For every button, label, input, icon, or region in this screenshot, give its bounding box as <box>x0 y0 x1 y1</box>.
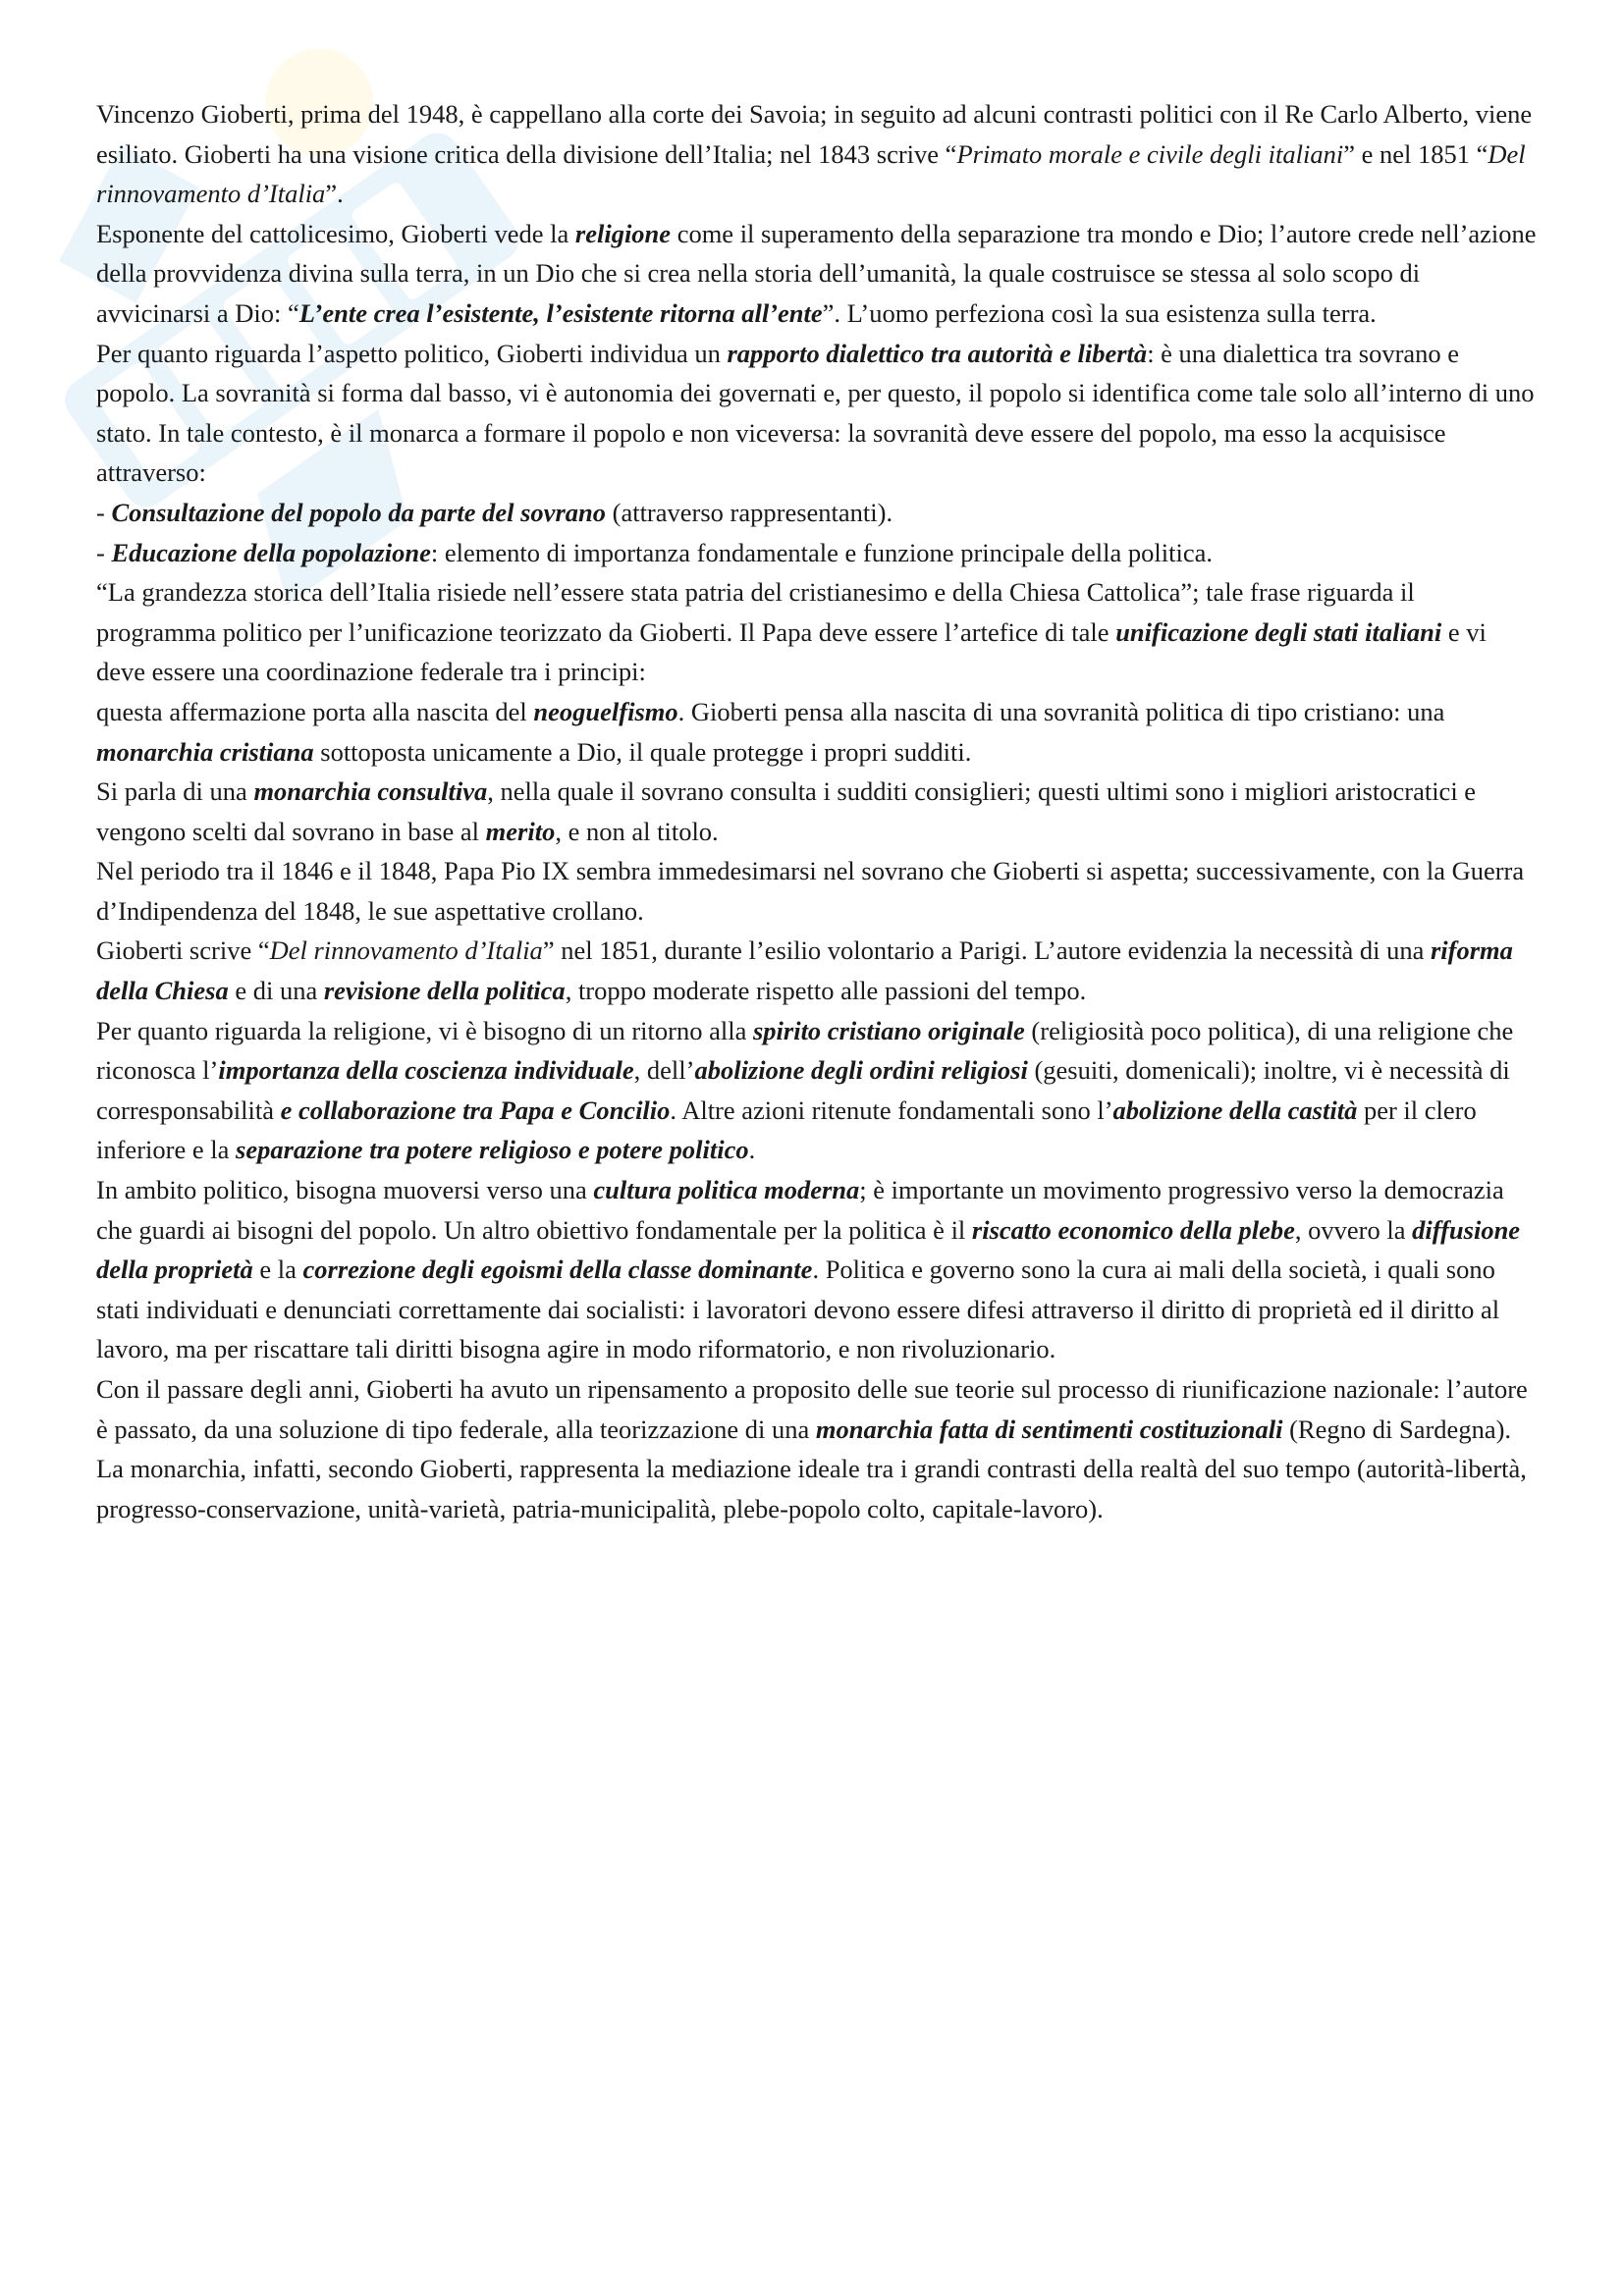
body-text: ” nel 1851, durante l’esilio volontario a Parigi. L’autore evidenzia la necessità di una <box>542 935 1431 966</box>
emphasis-text: importanza della coscienza individuale <box>218 1055 634 1086</box>
paragraph <box>96 1369 1540 1528</box>
emphasis-text: e collaborazione tra Papa e Concilio <box>280 1095 671 1125</box>
body-text: questa affermazione porta alla nascita del <box>96 696 534 726</box>
body-text: ”. <box>325 179 344 209</box>
emphasis-text: merito <box>485 816 556 846</box>
emphasis-text: Consultazione del popolo da parte del sovrano <box>111 497 606 527</box>
emphasis-text: revisione della politica <box>323 976 566 1006</box>
emphasis-text: monarchia consultiva <box>253 776 488 807</box>
emphasis-text: rapporto dialettico tra autorità e libertà <box>727 338 1148 368</box>
emphasis-text: spirito cristiano originale <box>752 1015 1025 1045</box>
emphasis-text <box>218 1055 633 1085</box>
body-text: , ovvero la <box>1294 1214 1413 1245</box>
body-text: ” e nel 1851 “ <box>1343 138 1488 169</box>
emphasis-text: Del rinnovamento d’Italia <box>269 935 543 966</box>
body-text: . <box>748 1135 756 1165</box>
emphasis-text: L’ente crea l’esistente, l’esistente ritorna all’ente <box>298 297 823 328</box>
emphasis-text <box>281 1095 671 1125</box>
body-text: - <box>96 537 112 567</box>
emphasis-text: Del rinnovamento d’Italia <box>96 138 1526 209</box>
emphasis-text: riscatto economico della plebe <box>971 1214 1295 1245</box>
body-text: “La grandezza storica dell’Italia risiede nell’essere stata patria del cristianesimo e della Chiesa Cattolica”; tale frase riguarda il programma politico per l’unificazione teorizzato da Gioberti. Il Papa deve essere l’artefice di tale <box>96 577 1415 647</box>
emphasis-text: riforma della Chiesa <box>96 935 1513 1006</box>
body-text: In ambito politico, bisogna muoversi verso una <box>96 1175 594 1205</box>
body-text: : elemento di importanza fondamentale e funzione principale della politica. <box>430 537 1213 567</box>
emphasis-text <box>575 219 671 248</box>
emphasis-text: abolizione degli ordini religiosi <box>694 1055 1028 1086</box>
emphasis-text: neoguelfismo <box>533 696 678 726</box>
emphasis-text <box>96 737 314 767</box>
emphasis-text: monarchia cristiana <box>96 736 314 767</box>
emphasis-text: Primato morale e civile degli italiani <box>956 138 1344 169</box>
emphasis-text <box>486 817 556 846</box>
paragraph <box>96 692 1540 772</box>
body-text: , nella quale il sovrano consulta i sudditi consiglieri; questi ultimi sono i migliori aristocratici e vengono scelti dal sovrano in base al <box>96 776 1477 846</box>
emphasis-text <box>236 1135 749 1164</box>
emphasis-text: monarchia fatta di sentimenti costituzionali <box>815 1414 1283 1444</box>
emphasis-text <box>1115 617 1441 647</box>
body-text: Per quanto riguarda la religione, vi è bisogno di un ritorno alla <box>96 1015 753 1045</box>
body-text: e vi deve essere una coordinazione federale tra i principi: <box>96 616 1487 687</box>
body-text: , e non al titolo. <box>555 816 719 846</box>
body-text: Gioberti scrive “ <box>96 935 270 966</box>
emphasis-text <box>694 1055 1027 1085</box>
body-text: sottoposta unicamente a Dio, il quale protegge i propri sudditi. <box>313 736 972 767</box>
emphasis-text: correzione degli egoismi della classe dominante <box>302 1255 813 1285</box>
emphasis-text: separazione tra potere religioso e potere politico <box>236 1135 749 1165</box>
body-text: per il clero inferiore e la <box>96 1095 1477 1165</box>
body-text: ; è importante un movimento progressivo verso la democrazia che guardi ai bisogni del popolo. Un altro obiettivo fondamentale per la politica è il <box>96 1175 1504 1245</box>
emphasis-text: unificazione degli stati italiani <box>1115 616 1442 647</box>
body-text: (attraverso rappresentanti). <box>606 497 893 527</box>
body-text: Si parla di una <box>96 776 254 807</box>
emphasis-text <box>593 1175 859 1204</box>
emphasis-text <box>816 1415 1283 1444</box>
body-text: , troppo moderate rispetto alle passioni del tempo. <box>565 976 1087 1006</box>
emphasis-text <box>111 538 430 567</box>
body-text: . Altre azioni ritenute fondamentali sono l’ <box>670 1095 1113 1125</box>
body-text: . Politica e governo sono la cura ai mali della società, i quali sono stati individuati e denunciati correttamente dai socialisti: i lavoratori devono essere difesi attraverso il diritto di proprietà ed il diritto al lavoro, ma per riscattare tali diritti bisogna agire in modo riformatorio, e non rivoluzionario. <box>96 1255 1500 1364</box>
paragraph <box>96 94 1540 214</box>
emphasis-text: cultura politica moderna <box>593 1175 860 1205</box>
paragraph <box>96 493 1540 533</box>
body-text: - <box>96 497 112 527</box>
emphasis-text <box>303 1255 813 1284</box>
paragraph <box>96 214 1540 334</box>
paragraph <box>96 1011 1540 1170</box>
body-text: Esponente del cattolicesimo, Gioberti vede la <box>96 218 575 248</box>
emphasis-text <box>1113 1095 1358 1125</box>
paragraph <box>96 572 1540 692</box>
body-text: Per quanto riguarda l’aspetto politico, Gioberti individua un <box>96 338 728 368</box>
body-text: come il superamento della separazione tra mondo e Dio; l’autore crede nell’azione della provvidenza divina sulla terra, in un Dio che si crea nella storia dell’umanità, la quale costruisce se stessa al solo scopo di avvicinarsi a Dio: “ <box>96 218 1537 328</box>
body-text: Vincenzo Gioberti, prima del 1948, è cappellano alla corte dei Savoia; in seguito ad alcuni contrasti politici con il Re Carlo Alberto, viene esiliato. Gioberti ha una visione critica della divisione dell’Italia; nel 1843 scrive “ <box>96 99 1533 169</box>
paragraph <box>96 851 1540 931</box>
body-text: (gesuiti, domenicali); inoltre, vi è necessità di corresponsabilità <box>96 1055 1510 1125</box>
document-body <box>96 94 1540 1528</box>
body-text: ”. L’uomo perfeziona così la sua esistenza sulla terra. <box>822 297 1377 328</box>
emphasis-text <box>324 976 566 1005</box>
body-text: , dell’ <box>633 1055 695 1086</box>
emphasis-text <box>972 1215 1295 1245</box>
emphasis-text <box>753 1016 1025 1045</box>
body-text: : è una dialettica tra sovrano e popolo. La sovranità si forma dal basso, vi è autonomia dei governati e, per questo, il popolo si identifica come tale solo all’interno di uno stato. In tale contesto, è il monarca a formare il popolo e non viceversa: la sovranità deve essere del popolo, ma esso la acquisisce attraverso: <box>96 338 1535 488</box>
emphasis-text <box>111 498 606 527</box>
paragraph <box>96 334 1540 493</box>
emphasis-text: diffusione della proprietà <box>96 1214 1521 1285</box>
body-text: e di una <box>228 976 324 1006</box>
emphasis-text: religione <box>574 218 672 248</box>
emphasis-text: Educazione della popolazione <box>111 537 431 567</box>
body-text: e la <box>252 1255 303 1285</box>
emphasis-text <box>533 697 677 726</box>
body-text: Con il passare degli anni, Gioberti ha avuto un ripensamento a proposito delle sue teorie sul processo di riunificazione nazionale: l’autore è passato, da una soluzione di tipo federale, alla teorizzazione di una <box>96 1374 1528 1444</box>
emphasis-text: abolizione della castità <box>1112 1095 1358 1125</box>
emphasis-text <box>727 339 1147 368</box>
paragraph <box>96 1170 1540 1369</box>
emphasis-text <box>299 298 823 328</box>
body-text: . Gioberti pensa alla nascita di una sovranità politica di tipo cristiano: una <box>677 696 1445 726</box>
emphasis-text <box>253 776 487 806</box>
body-text: (Regno di Sardegna). La monarchia, infatti, secondo Gioberti, rappresenta la mediazione ideale tra i grandi contrasti della realtà del suo tempo (autorità-libertà, progresso-conservazione, unità-varietà, patria-municipalità, plebe-popolo colto, capitale-lavoro). <box>96 1414 1527 1523</box>
paragraph <box>96 533 1540 573</box>
body-text: (religiosità poco politica), di una religione che riconosca l’ <box>96 1015 1514 1086</box>
paragraph <box>96 931 1540 1010</box>
body-text: Nel periodo tra il 1846 e il 1848, Papa Pio IX sembra immedesimarsi nel sovrano che Gioberti si aspetta; successivamente, con la Guerra d’Indipendenza del 1848, le sue aspettative crollano. <box>96 856 1525 926</box>
paragraph <box>96 772 1540 851</box>
